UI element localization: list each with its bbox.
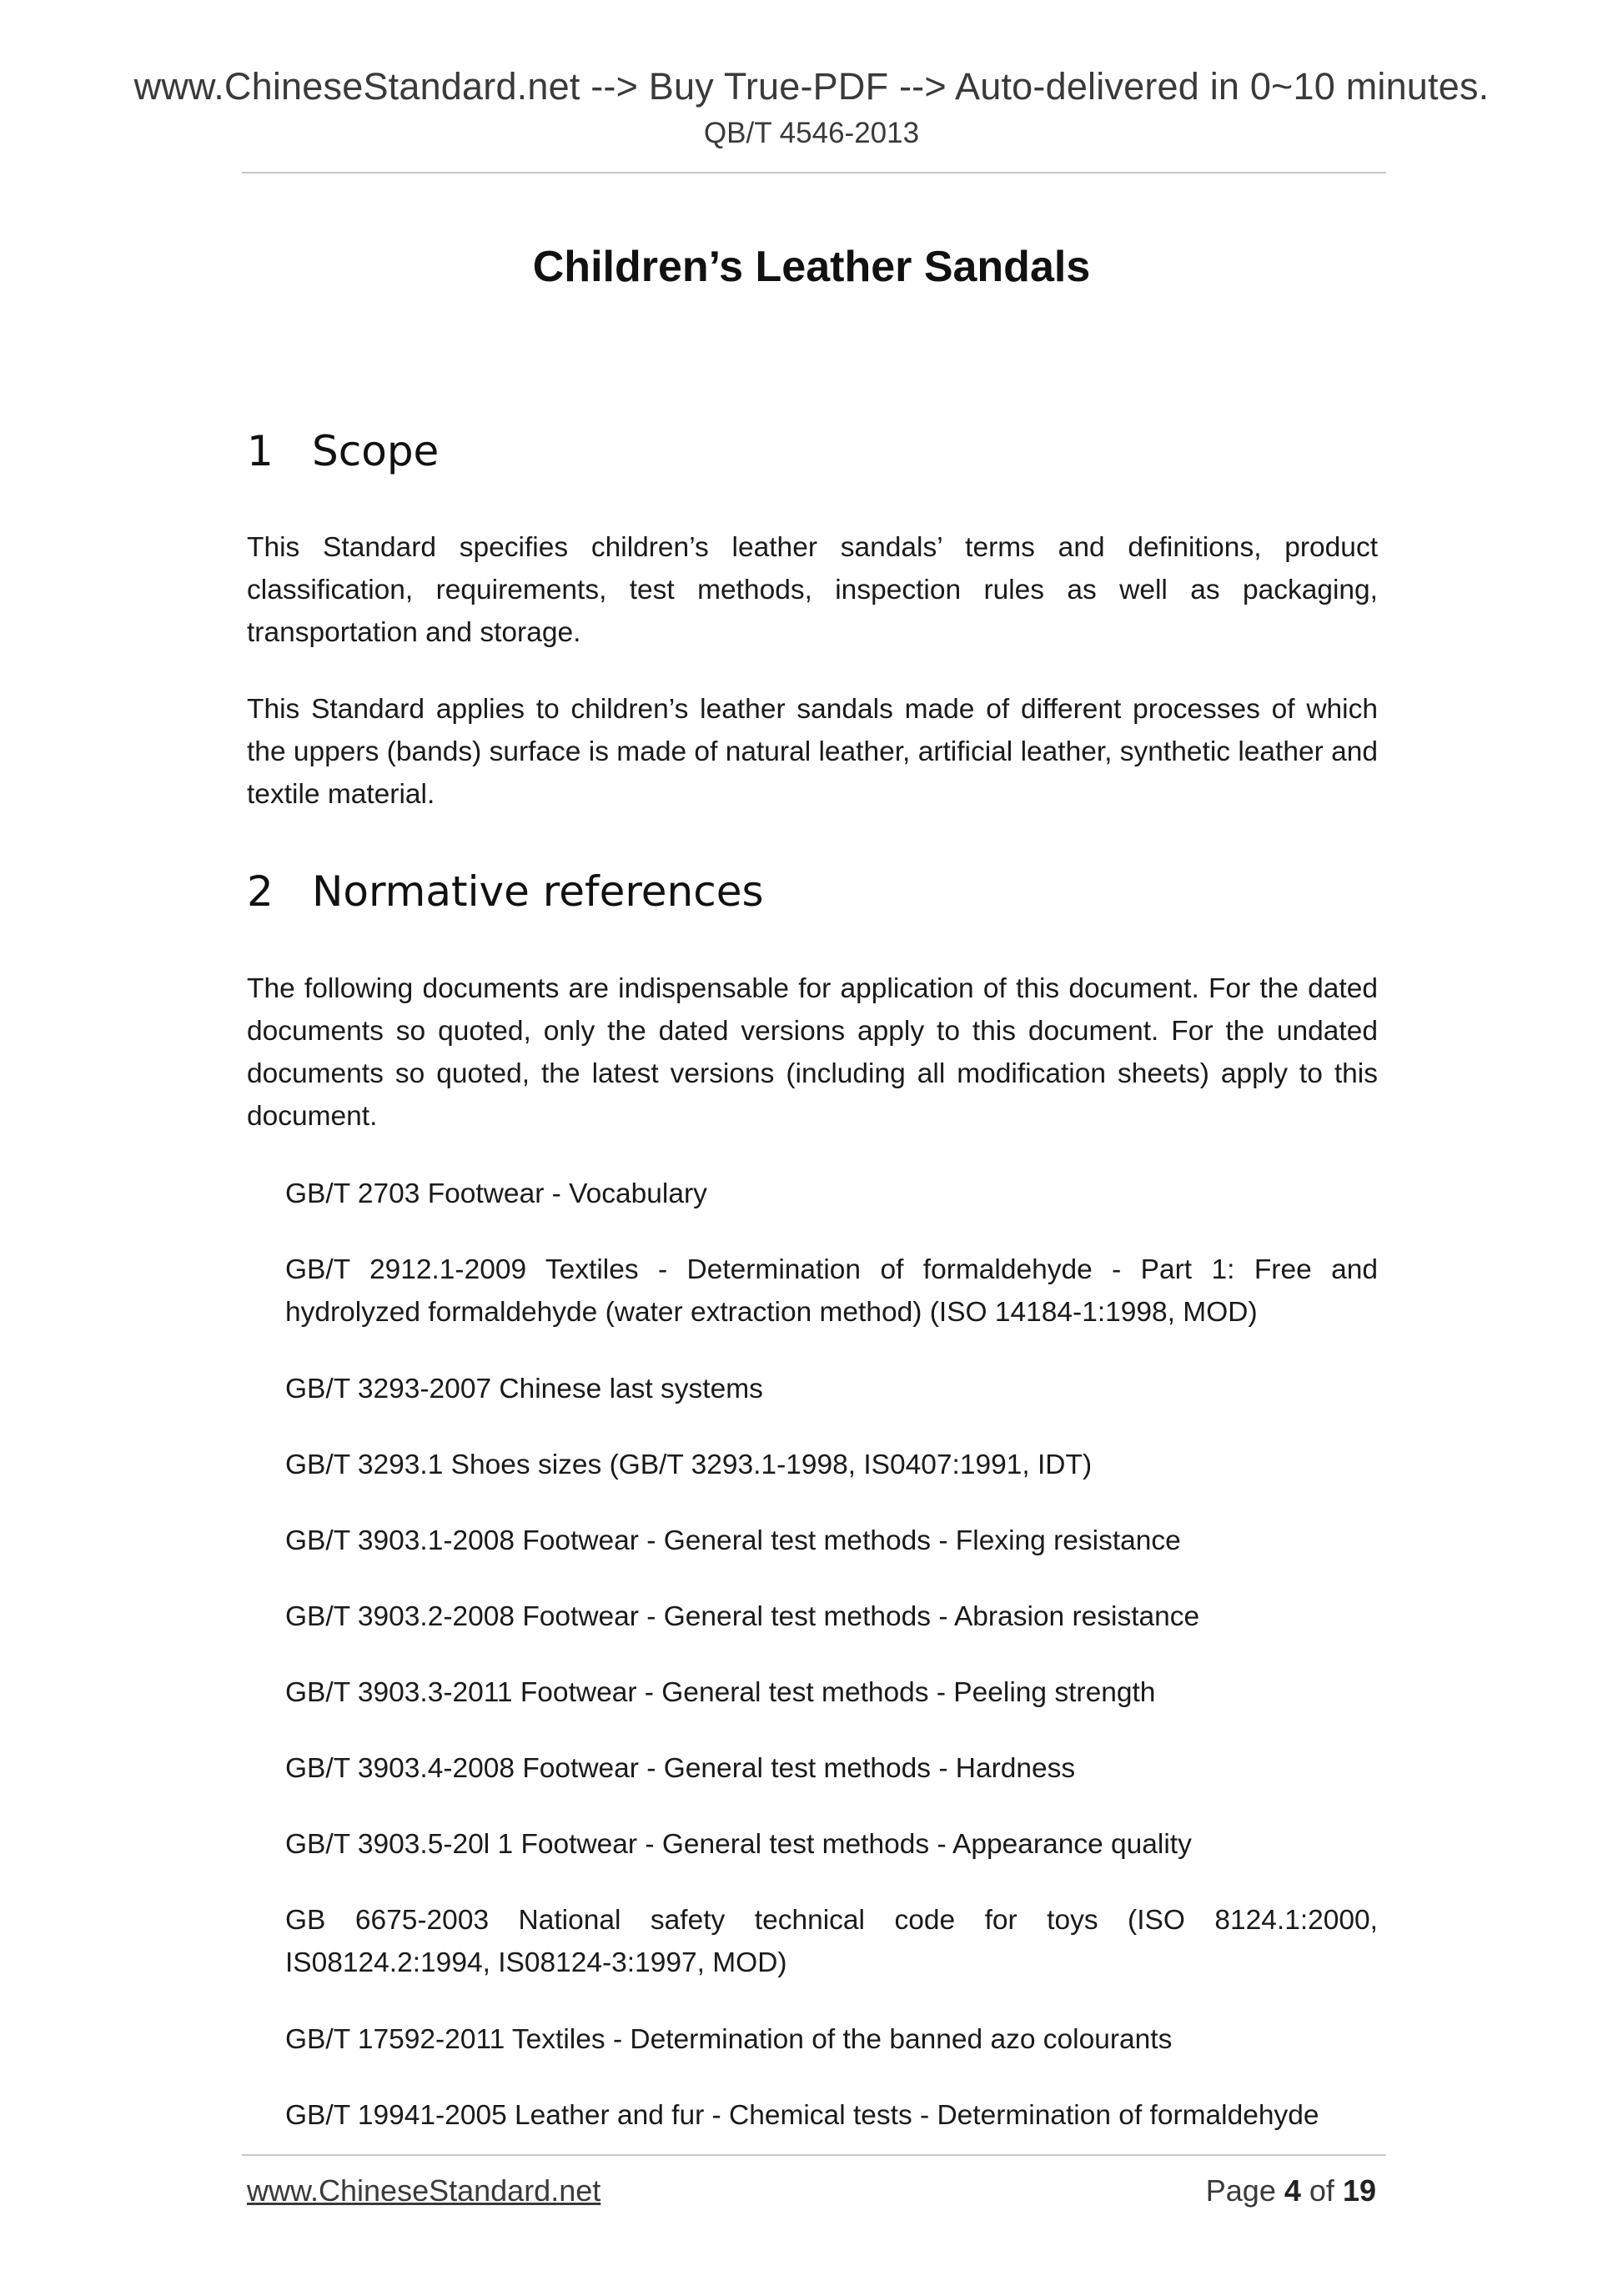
section-title: Scope xyxy=(312,427,440,475)
reference-item: GB/T 19941-2005 Leather and fur - Chemical tests - Determination of formaldehyde xyxy=(285,2100,1319,2131)
section-number: 1 xyxy=(247,427,274,475)
reference-item: GB/T 3903.5-20l 1 Footwear - General test methods - Appearance quality xyxy=(285,1829,1192,1860)
references-intro-paragraph: The following documents are indispensable for application of this document. For the dated documents so quoted, only the dated versions apply to this document. For the undated documents so quoted, the latest versions (including all modification sheets) apply to this document. xyxy=(247,973,1378,1132)
total-pages-number: 19 xyxy=(1342,2173,1376,2208)
section-heading-scope xyxy=(247,427,439,475)
page-label: Page xyxy=(1205,2173,1276,2208)
footer-site-link[interactable]: www.ChineseStandard.net xyxy=(247,2173,601,2208)
current-page-number: 4 xyxy=(1284,2173,1301,2208)
section-number: 2 xyxy=(247,867,274,916)
page-of-label: of xyxy=(1309,2173,1334,2208)
reference-item: GB/T 2912.1-2009 Textiles - Determination of formaldehyde - Part 1: Free and hydrolyzed formaldehyde (water extraction method) (ISO 14184-1:1998, MOD) xyxy=(285,1254,1378,1328)
footer-divider xyxy=(242,2154,1386,2156)
page-indicator xyxy=(1206,2173,1376,2208)
reference-item: GB/T 2703 Footwear - Vocabulary xyxy=(285,1178,707,1209)
section-title: Normative references xyxy=(312,867,764,916)
reference-item: GB/T 3903.4-2008 Footwear - General test methods - Hardness xyxy=(285,1753,1076,1784)
document-title: Children’s Leather Sandals xyxy=(532,243,1091,291)
scope-paragraph-1: This Standard specifies children’s leather sandals’ terms and definitions, product classification, requirements, test methods, inspection rules as well as packaging, transportation and storage. xyxy=(247,532,1378,648)
header-banner: www.ChineseStandard.net --> Buy True-PDF --> Auto-delivered in 0~10 minutes. xyxy=(133,65,1490,108)
section-heading-normative-references xyxy=(247,867,764,916)
reference-item: GB 6675-2003 National safety technical code for toys (ISO 8124.1:2000, IS08124.2:1994, IS08124-3:1997, MOD) xyxy=(285,1905,1378,1978)
reference-item: GB/T 3903.3-2011 Footwear - General test methods - Peeling strength xyxy=(285,1677,1156,1708)
scope-paragraph-2: This Standard applies to children’s leather sandals made of different processes of which the uppers (bands) surface is made of natural leather, artificial leather, synthetic leather and textile material. xyxy=(247,694,1378,810)
reference-item: GB/T 3293-2007 Chinese last systems xyxy=(285,1374,763,1404)
reference-item: GB/T 3293.1 Shoes sizes (GB/T 3293.1-1998, IS0407:1991, IDT) xyxy=(285,1449,1093,1480)
reference-item: GB/T 3903.2-2008 Footwear - General test methods - Abrasion resistance xyxy=(285,1601,1200,1632)
reference-item: GB/T 17592-2011 Textiles - Determination of the banned azo colourants xyxy=(285,2024,1173,2055)
standard-code: QB/T 4546-2013 xyxy=(703,117,920,149)
reference-item: GB/T 3903.1-2008 Footwear - General test methods - Flexing resistance xyxy=(285,1525,1181,1556)
header-divider xyxy=(242,172,1386,173)
